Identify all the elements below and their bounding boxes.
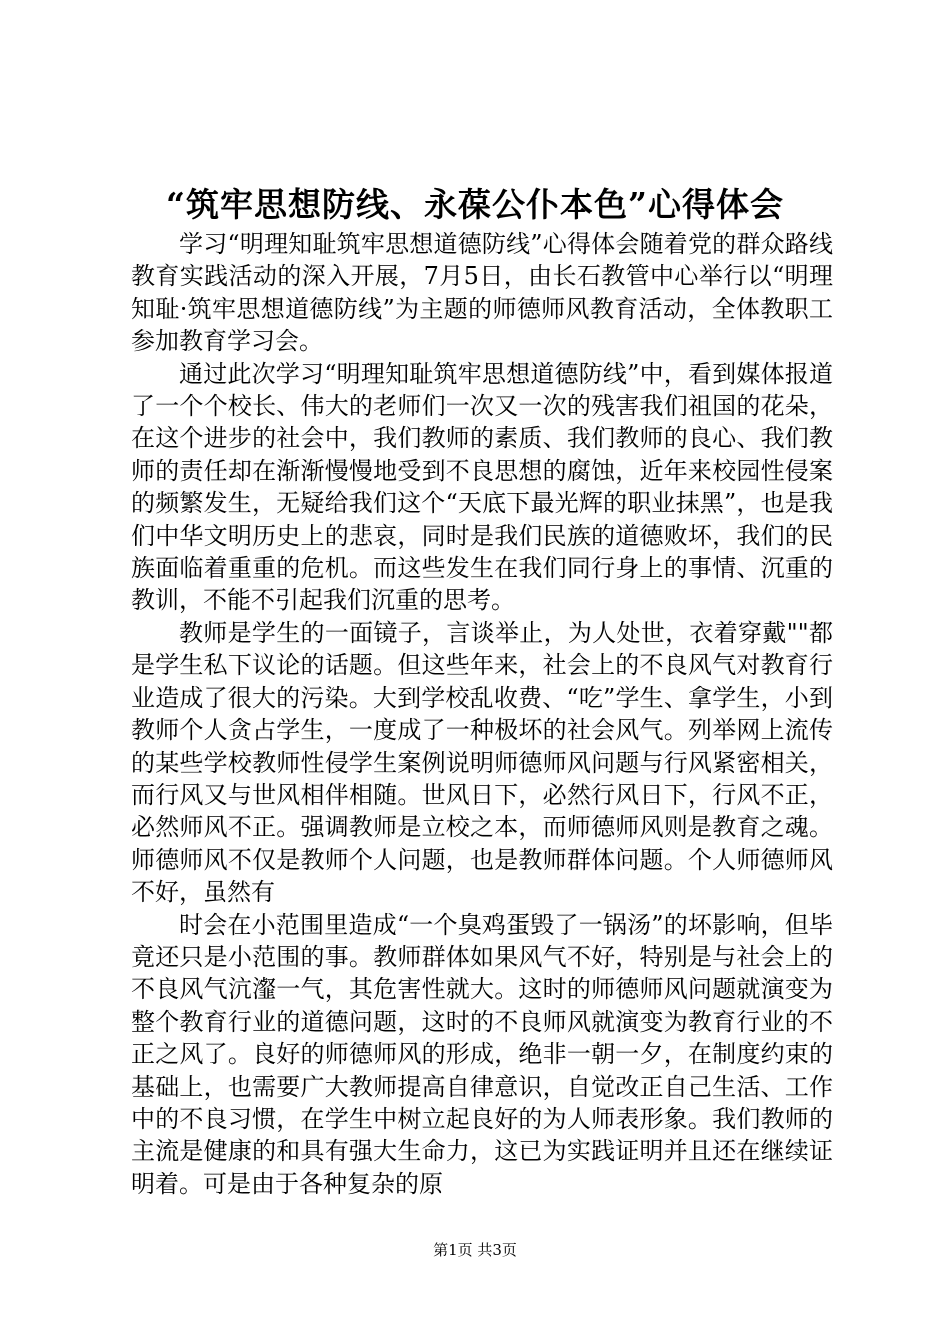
paragraph-3: 教师是学生的一面镜子，言谈举止，为人处世，衣着穿戴""都是学生私下议论的话题。但这些年来，社会上的不良风气对教育行业造成了很大的污染。大到学校乱收费、“吃”学生、拿学生，小到教师个人贪占学生，一度成了一种极坏的社会风气。列举网上流传的某些学校教师性侵学生案例说明师德师风问题与行风紧密相关，而行风又与世风相伴相随。世风日下，必然行风日下，行风不正，必然师风不正。强调教师是立校之本，而师德师风则是教育之魂。师德师风不仅是教师个人问题，也是教师群体问题。个人师德师风不好，虽然有	[131, 618, 833, 907]
document-body	[131, 228, 833, 1200]
document-title: “筑牢思想防线、永葆公仆本色”心得体会	[166, 185, 784, 224]
paragraph-4: 时会在小范围里造成“一个臭鸡蛋毁了一锅汤”的坏影响，但毕竟还只是小范围的事。教师群体如果风气不好，特别是与社会上的不良风气沆瀣一气，其危害性就大。这时的师德师风问题就演变为整个教育行业的道德问题，这时的不良师风就演变为教育行业的不正之风了。良好的师德师风的形成，绝非一朝一夕，在制度约束的基础上，也需要广大教师提高自律意识，自觉改正自己生活、工作中的不良习惯，在学生中树立起良好的为人师表形象。我们教师的主流是健康的和具有强大生命力，这已为实践证明并且还在继续证明着。可是由于各种复杂的原	[131, 910, 833, 1198]
paragraph-1: 学习“明理知耻筑牢思想道德防线”心得体会随着党的群众路线教育实践活动的深入开展，7月5日，由长石教管中心举行以“明理知耻·筑牢思想道德防线”为主题的师德师风教育活动，全体教职工参加教育学习会。	[131, 230, 833, 356]
page-footer: 第1页 共3页	[433, 1241, 517, 1259]
paragraph-2: 通过此次学习“明理知耻筑牢思想道德防线”中，看到媒体报道了一个个校长、伟大的老师们一次又一次的残害我们祖国的花朵，在这个进步的社会中，我们教师的素质、我们教师的良心、我们教师的责任却在渐渐慢慢地受到不良思想的腐蚀，近年来校园性侵案的频繁发生，无疑给我们这个“天底下最光辉的职业抹黑”，也是我们中华文明历史上的悲哀，同时是我们民族的道德败坏，我们的民族面临着重重的危机。而这些发生在我们同行身上的事情、沉重的教训，不能不引起我们沉重的思考。	[131, 359, 833, 615]
